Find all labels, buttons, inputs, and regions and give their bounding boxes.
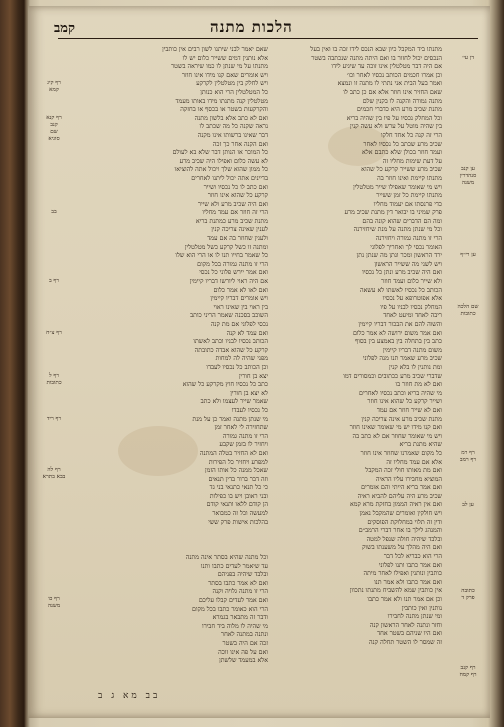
text-line: ונתנה במתנה לאחר (221, 631, 268, 639)
text-line: הרי זה חוזר אם עמד מחליו (202, 209, 268, 217)
text-line: ויחזיר לו בזמן שקבע (219, 441, 268, 449)
text-line: בין שהיה מוטל על ערש ולא עשה קנין (349, 123, 442, 131)
text-line: כתב בין בתחלה בין באמצע בין בסוף (355, 338, 442, 346)
text-line: ואם לא מת חוזר בו (395, 381, 442, 389)
text-line: שכיב מרע היה עליהם להביא ראיה (357, 492, 442, 500)
margin-note: רף רמ רף רמב (459, 450, 477, 464)
text-line: ואם לא שייר חוזר אם עמד (376, 406, 442, 414)
text-line: פרק שמיני בו יבואר דין מתנת שכיב מרע (344, 209, 442, 217)
text-line: הרי זו מתנה גמורה (222, 432, 268, 440)
text-line: מתנת שכיב מרע כמתנת בריא (195, 217, 268, 225)
text-line: והשוה להם את הבכור דבריו קיימין (358, 321, 442, 328)
text-column-left (80, 46, 268, 546)
text-line: ומתנה זו כשל קרקע כשל מטלטלין (184, 243, 268, 251)
text-line: ובלבד שיהיה חולה שנפל למטה (366, 535, 442, 543)
text-column-left-lower (80, 554, 268, 678)
text-line: אלא במעמד שלשתן (219, 657, 268, 665)
text-line: כתב כל נכסיו חוץ מקרקע כל שהוא (182, 381, 268, 389)
text-line: ואם אמר בריא הייתי והם אומרים (361, 484, 442, 492)
text-line: ואם היה שכיב מרע ונתן כל נכסיו (362, 269, 442, 277)
text-line: שכיב מרע ששייר קרקע כל שהוא (361, 166, 442, 174)
text-line: המוציא מחבירו עליו הראיה (375, 475, 442, 483)
text-line: מתנה גמורה והקנה לו בקנין שלם (362, 97, 442, 105)
text-line: ומת נותנין לו בלא קנין (389, 363, 442, 371)
book-page (28, 6, 490, 718)
text-line: ואם מת מאותו חולי זכה המקבל (365, 467, 442, 475)
margin-note: רף ל כתובות (46, 372, 62, 386)
text-line: ואם קנו מידו יש מי שאומר שאינו חוזר (349, 424, 442, 432)
text-line: ואם הקנה אחר כך זכה (212, 140, 268, 148)
running-title: הלכות מתנה (210, 18, 293, 36)
text-line: שכיב מרע שאמר תנו מנה לפלוני (362, 355, 442, 363)
text-line: כל נכסיו לעבדו (231, 406, 268, 414)
text-line: משום מתנה דבריו קיימין (382, 346, 442, 354)
text-line: זה שמסר לו השטר תחלה קנה (369, 638, 442, 646)
text-line: מתנתו על מי שנתן לו כמו שיראה בשטר (171, 63, 268, 71)
text-line: וכן הכותב כל נכסיו לעבדו (206, 363, 268, 371)
text-line: הרי זה קנה כל אחד חלקו (380, 131, 442, 139)
text-line: שכיב מרע שכתב כל נכסיו לאחר (363, 140, 442, 148)
text-column-right (274, 46, 442, 706)
text-line: מתנתו ביד המקבל כיון שבא הנכס לידו זכה בו ואין בעל (310, 46, 442, 53)
text-line: הרי זו מתנה גלויה וקנה (212, 588, 268, 596)
text-line: הן קודם ללאו ותנאי קודם (206, 501, 268, 509)
text-line: כל מקום שאמרנו שחוזר אינו חוזר (360, 449, 442, 457)
text-line: ואם על פה אינו זוכה (218, 648, 268, 656)
text-line: הרי זו מתנה גמורה בכל מקום (197, 260, 268, 268)
text-line: ואם אמר לעדים קבלו עליכם (198, 596, 268, 604)
margin-note: רף לה בבא בתרא (42, 467, 66, 481)
text-line: מתנתו קיימת ואינו חוזר בה (377, 174, 442, 182)
text-line: ואם לא החזיר בטלה המתנה (199, 449, 268, 457)
text-line: וזה דבר ברור בדין תנאים (208, 475, 268, 483)
margin-note: שם הלכה כתובות (457, 304, 479, 317)
text-line: נראה שקנה כל מה שכתב לו (199, 123, 268, 131)
text-line: קרקע כל שהוא אינו חוזר (207, 192, 268, 200)
text-line: הכותב כל נכסיו לאשתו לא עשאה (360, 286, 442, 294)
text-line: דבר שאינו ברשותו אינו מקנה (197, 131, 268, 139)
text-line: שאם החזיר אינו חוזר אלא אם כן כתב לו (343, 88, 442, 96)
text-line: אלא אם עמד מחליו זה (386, 458, 442, 466)
text-line: ובני ראובן ויש בו כפילות (209, 492, 268, 500)
text-line: לא עשה כלום ואפילו היה שכיב מרע (179, 157, 268, 165)
text-line: והמנהג לילך בו אחר דברי הרמב״ם (358, 527, 442, 535)
text-line: מטלטלין קנה מתנתו מידו באותו מעמד (175, 97, 268, 105)
text-line: למפרע ויחזיר כל הפירות (208, 458, 268, 466)
text-line: וכל המחלק נכסיו על פיו בין שהיה בריא (346, 114, 442, 122)
text-line: אלא אפוטרופא על נכסיו (382, 295, 442, 303)
text-line: מתנת שכיב מרע היא כדברי חכמים (356, 106, 442, 114)
margin-note: דן עי׳ (462, 54, 474, 61)
signature-mark: בב מא ג ב (98, 691, 161, 701)
text-line: אם היה ראוי ליורשו דבריו קיימין (189, 278, 268, 286)
text-line: מתנת שכיב מרע אינה צריכה קנין (361, 415, 442, 423)
margin-note: רף צ״ח (46, 329, 62, 336)
text-line: ואם לא כתב אלא בלשון מתנה (194, 114, 268, 122)
text-line: כי כל תנאי כתנאי בני גד (209, 484, 268, 492)
text-line: ואם היה שכיב מרע ולא שייר (197, 200, 268, 208)
text-line: ויש מי שאומר שאפילו שייר מטלטלין (353, 183, 442, 191)
text-line: המחלק נכסיו לבניו על פיו (380, 303, 442, 311)
text-line: ומי שנתן מתנה לחבירו (387, 613, 442, 621)
text-line: השוכב בסכנה שאמר הריני כותב (190, 312, 268, 320)
text-line: כל ממון שהוא שלך ויכול אתה להוציאו (174, 166, 268, 174)
text-line: הרי הוא כאומר כתבו בכל מקום (192, 605, 268, 613)
text-line: כותבין ונותנין ואפילו לאחר מיתה (363, 570, 442, 578)
text-line: בהלכות אישות פרק ששי (208, 518, 268, 526)
text-line: ואם כתב לו כל נכסיו ושייר (203, 183, 268, 191)
text-line: לא יצא בן חורין (230, 389, 268, 397)
margin-note: רף ב (48, 278, 60, 285)
text-line: שהיא מתנת בריא (399, 441, 442, 449)
text-line: ויש אומרים שאם קנו מידו אינו חוזר (181, 71, 268, 79)
text-line: הנכסים יכול לחזור בו ואם היתה מתנה שנכתבה בשטר (311, 54, 442, 62)
text-line: וכל מתנה שהיא בסתר אינה מתנה (185, 554, 268, 561)
margin-note: ען לב (462, 501, 474, 508)
margin-note: רף קנא קנב שם סוגיא (46, 114, 62, 142)
text-line: מי שנתן מתנה ואמר כן על מנת (192, 415, 268, 423)
text-line: זכה אם היה בשטר (222, 639, 268, 647)
text-line: מי שהיה לו מלוה ביד חבירו (201, 622, 268, 630)
text-line: ויש אומרים דבריו קיימין (210, 295, 268, 303)
text-line: ושייר קרקע כל שהוא אינו חוזר (367, 398, 442, 406)
text-line: בדיינים אתה יכול ליתנו לאחרים (191, 174, 268, 182)
margin-note: רף כו משנה (47, 596, 61, 610)
text-line: ומה הם הדברים שהוא קונה בהם (362, 217, 442, 225)
text-line: מתנתו קיימת כל זמן ששייר (376, 192, 442, 200)
header-rule (58, 38, 478, 39)
text-line: וכל מי שנתן מתנה על מנת שיחזירנה (353, 226, 442, 234)
text-line: בין ראוי בין שאינו ראוי (213, 303, 268, 311)
margin-note: כתובה פרק ד (461, 587, 475, 601)
text-line: ואם עמד לא קנה (226, 329, 268, 337)
text-line: יצא בן חורין (238, 372, 268, 380)
text-line: האומר נכסי לך ואחריך לפלוני (370, 243, 442, 251)
margin-note: ען רי״ף (460, 252, 476, 259)
text-line: אם היה דבר מטלטלין אינו זוכה עד שיגיע לידו (331, 63, 442, 71)
text-line: ואם היה מהלך על משענתו בשוק (362, 544, 442, 552)
text-line: ולא שייר כלום ועמד חוזר (381, 278, 442, 286)
text-line: ולענין שחוזר בה אם עמד (207, 235, 268, 243)
text-line: ויש חולקין ואומרים שהמקבל נאמן (359, 510, 442, 518)
text-line: נכסי לפלוני אם מת קנה (210, 321, 268, 328)
text-line: כל שאמר בחייו תנו לו או הרי הוא שלו (175, 252, 268, 260)
text-line: קרקע כל שהוא אבדה כתובתה (194, 346, 268, 354)
text-line: ואם אין ראיה הממון בחזקת מרא קמא (349, 501, 442, 509)
text-line: אין כותבין שמא להשביח מתנתו נתכוון (349, 587, 442, 595)
text-line: ואמר בעל הבית אני נתתי לו מתנה זו ונמצא (337, 80, 442, 88)
text-line: לענין שאינה צריכה קנין (211, 226, 268, 234)
text-line: הכותב נכסיו לבניו וכתב לאשתו (193, 338, 268, 346)
text-line: ואם אמר כתבו ותנו לפלוני (378, 561, 442, 569)
margin-note: בב (51, 209, 57, 216)
text-line: וכן אמרו חכמים הכותב נכסיו לאחר וכו׳ (346, 71, 442, 79)
text-line: שדברי שכיב מרע ככתובים וכמסורים דמו (343, 372, 442, 380)
margin-note: רף ריד (46, 415, 62, 422)
text-line: וחזר ונתנה לאחר הראשון קנה (369, 621, 442, 629)
text-line: ודבר זה מתבאר בגמרא (212, 614, 268, 622)
text-line: כל המטלטלין הרי הוא כנותן (200, 88, 268, 96)
text-line: על דעת שימות מחליו זה (382, 157, 442, 165)
text-line: הרי הוא כבריא לכל דבר (383, 553, 442, 561)
text-line: וכן אם אמר תנו ולא אמר כתבו (367, 596, 442, 603)
margin-note: ען קנב סנהדרין משנה (459, 166, 477, 187)
folio-number: קמב (54, 21, 75, 36)
text-line: ויש לחלק בין מטלטלין לקרקע (196, 80, 268, 88)
text-line: מפני שהיה לה למחות (215, 355, 268, 363)
text-line: כדי פרנסתו אם יעמוד מחליו (373, 200, 442, 208)
page-header (40, 12, 478, 38)
text-line: שאמר שייר לעצמו ולא כתב (200, 398, 268, 406)
text-line: כל המוכר או הנותן דבר שלא בא לעולם (172, 149, 268, 157)
text-line: מי שהיה בריא וכתב נכסיו לאחרים (359, 389, 442, 397)
text-line: שתחזירה לי לאחר זמן (214, 424, 268, 432)
text-line: ואם לאו לא אמר כלום (213, 286, 268, 294)
text-line: שאם יאמר לבני שיתנו לשון רבים אין כותבין (162, 46, 268, 53)
text-line: ודין זה תלוי במחלוקת הפוסקים (367, 518, 442, 526)
text-line: הרי זו מתנה גמורה ויחזירנה (375, 235, 442, 243)
margin-note: רף קיג קמא (47, 80, 61, 94)
text-line: ויש מי שאומר שחוזר אם לא כתב בה (352, 432, 442, 440)
text-line: ירד הראשון ומכר ונתן מה שנתן נתן (356, 252, 442, 260)
text-line: אלא נותנין דמים ששייר כלום יש לו (182, 54, 268, 62)
text-line: למעשה וכל זה כמבואר (212, 510, 268, 518)
text-line: נותנין ואין כותבין (401, 604, 442, 612)
text-line: ואם לא אמר כתבו בסתר (208, 579, 268, 587)
text-line: ואם אמר כתבו ולא אמר תנו (374, 578, 442, 586)
text-line: ריבה לאחד ומיעט לאחד (383, 312, 442, 320)
text-line: ועמד חוזר בכולן שלא כתבם אלא (362, 149, 442, 157)
text-line: עד שיאמר לעדים כתבו ותנו (200, 562, 268, 570)
margin-note: רף קנב רף קמח (459, 665, 477, 679)
text-line: ובלבד שיהיה בפניהם (217, 571, 268, 579)
text-line: ואם היו שניהם בשטר אחד (377, 630, 442, 638)
text-line: והקרקעות בשטר או בכסף או בחזקה (180, 106, 268, 114)
text-line: ויש לשני מה ששייר הראשון (374, 260, 442, 268)
text-line: ואם אמר משום ירושה לא אמר כלום (353, 329, 442, 337)
text-line: ואם אמר יירש פלוני כל נכסי (199, 269, 268, 277)
text-line: שאכל ממנה כל אותו הזמן (205, 467, 268, 475)
